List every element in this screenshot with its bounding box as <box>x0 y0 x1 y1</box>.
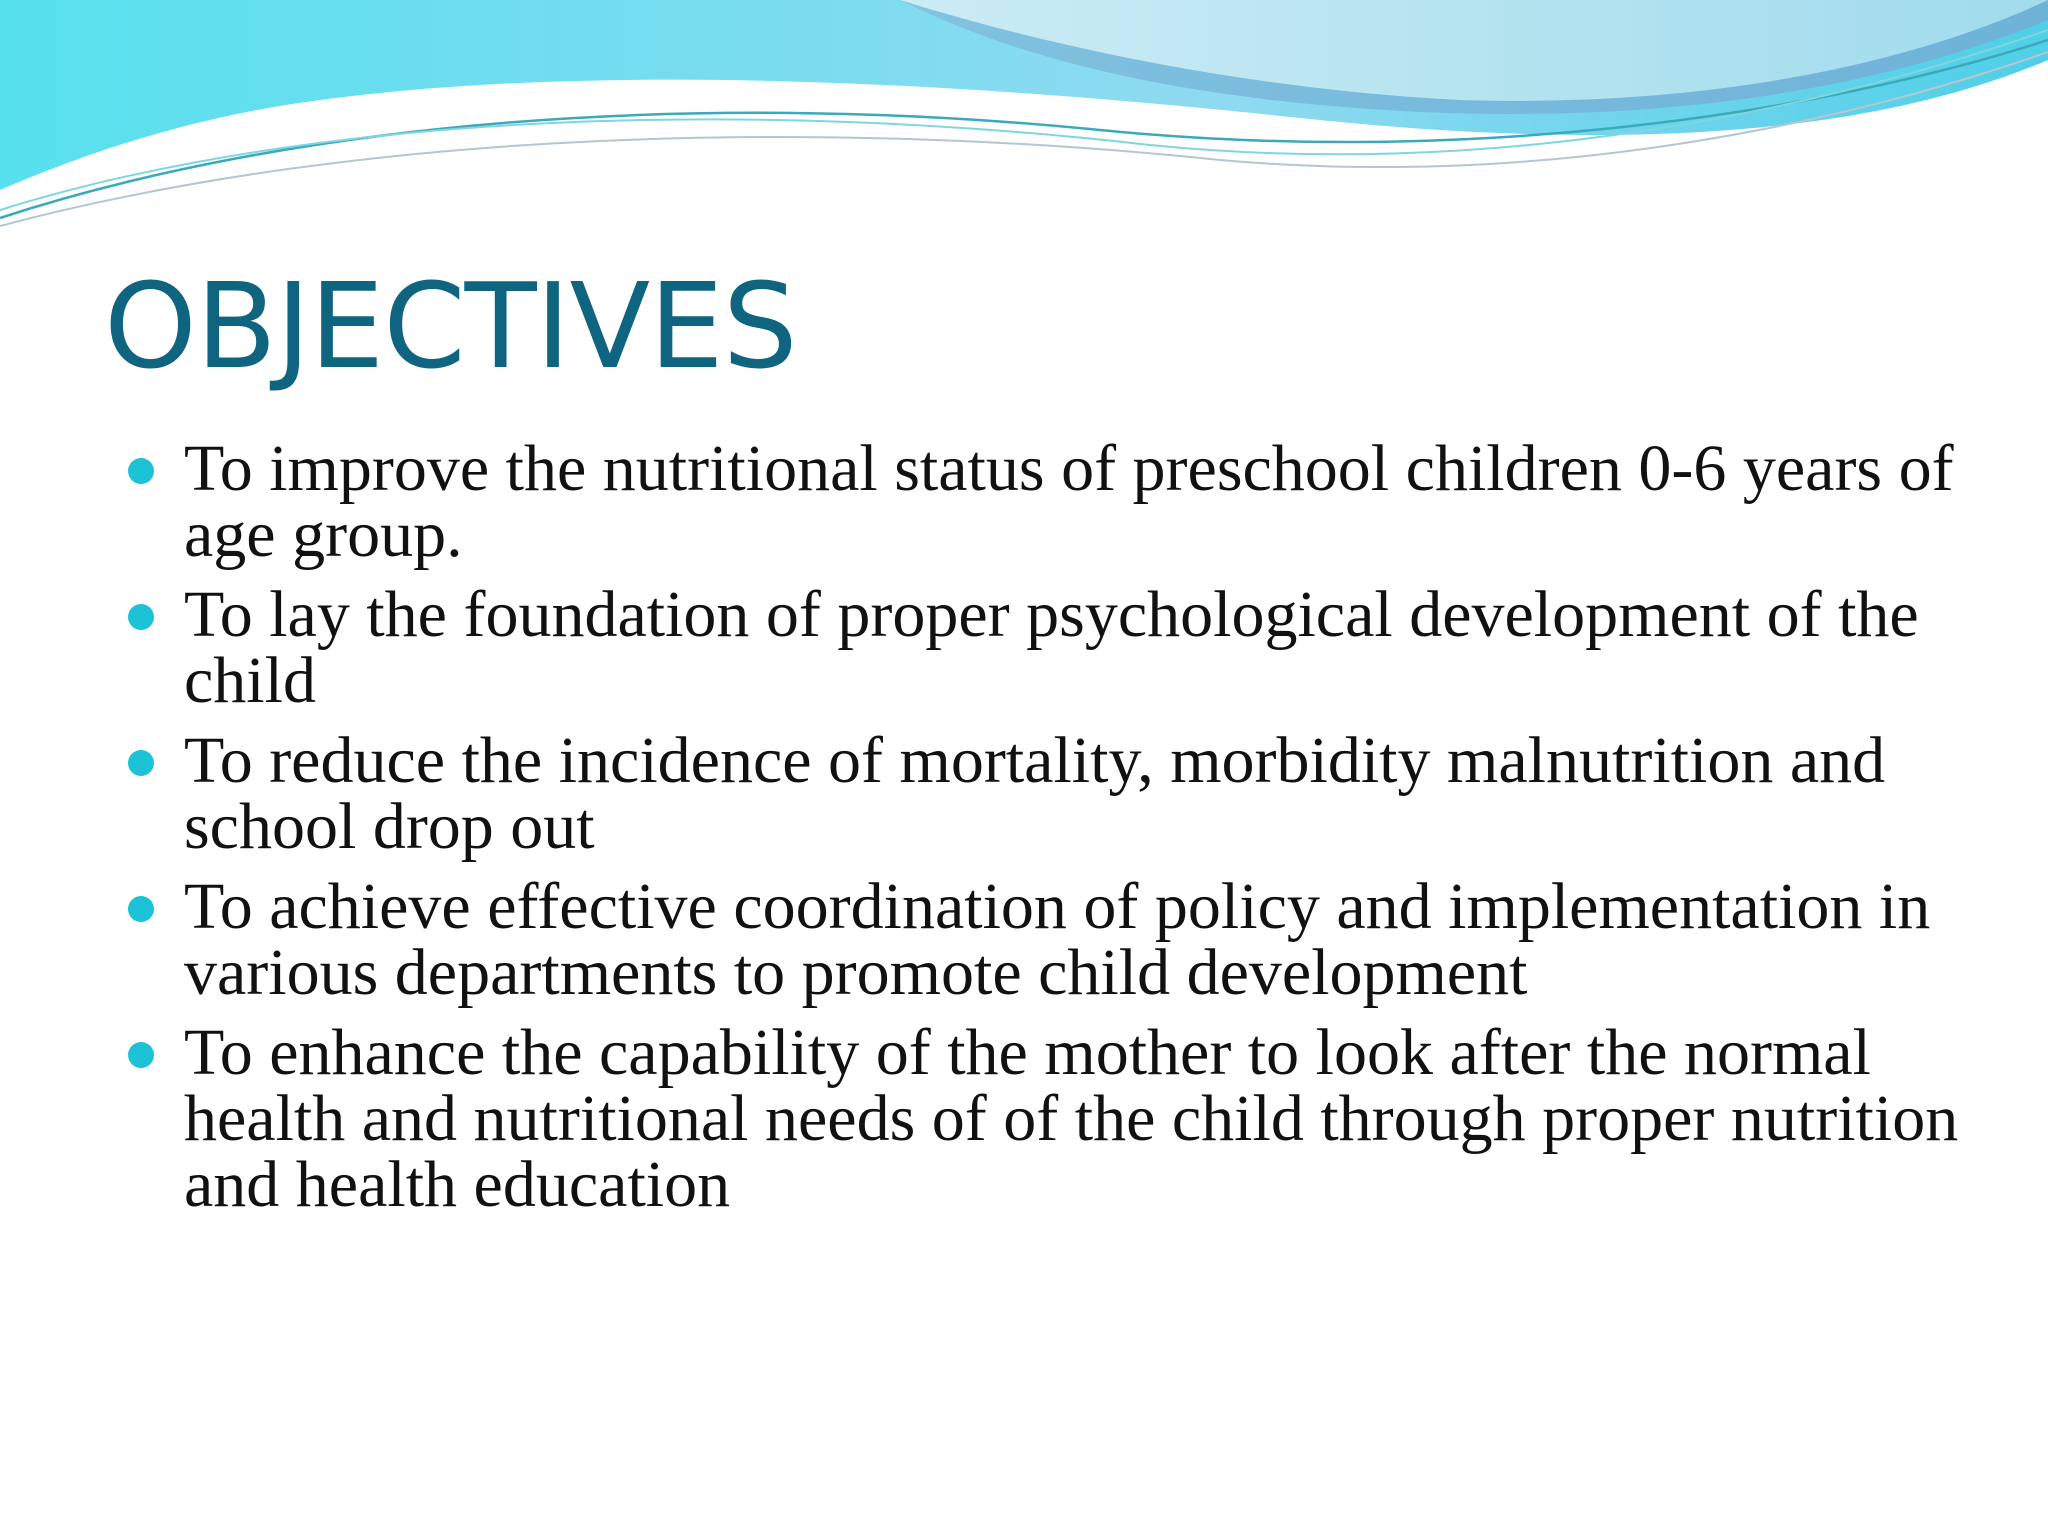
objective-text: To reduce the incidence of mortality, morbidity malnutrition and school drop out <box>184 724 1886 863</box>
bullet-icon <box>128 604 154 630</box>
objective-text: To lay the foundation of proper psychological development of the child <box>184 578 1919 717</box>
objective-item <box>128 578 2008 717</box>
slide-title: OBJECTIVES <box>104 257 797 395</box>
objective-text: To enhance the capability of the mother to look after the normal health and nutritional needs of of the child through proper nutrition and health education <box>184 1016 1959 1221</box>
bullet-icon <box>128 896 154 922</box>
bullet-icon <box>128 1042 154 1068</box>
objective-text: To improve the nutritional status of preschool children 0-6 years of age group. <box>184 432 1954 571</box>
objective-item <box>128 432 2008 571</box>
objective-text: To achieve effective coordination of policy and implementation in various departments to promote child development <box>184 870 1931 1009</box>
bullet-icon <box>128 458 154 484</box>
bullet-icon <box>128 750 154 776</box>
objectives-list <box>128 432 2008 1232</box>
wave-header-decoration <box>0 0 2048 240</box>
objective-item <box>128 870 2008 1009</box>
objective-item <box>128 1016 2008 1221</box>
objective-item <box>128 724 2008 863</box>
